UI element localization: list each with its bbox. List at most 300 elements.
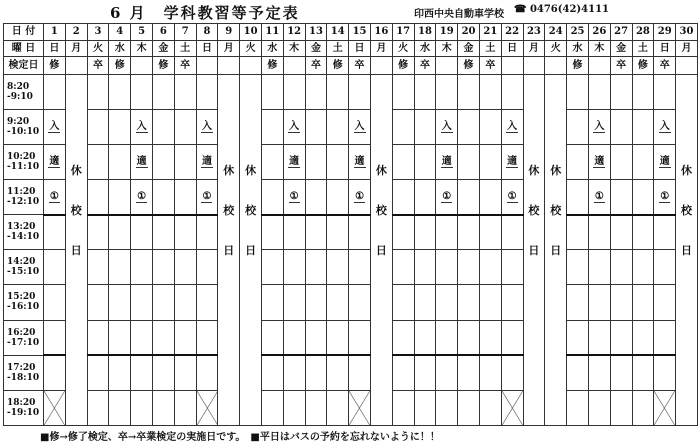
time-slot-row [4,285,698,320]
schedule-cell [196,355,218,390]
date-row-cell: 22 [501,24,523,41]
schedule-cell [305,320,327,355]
schedule-cell [327,109,349,144]
class-mark: 適 [594,155,605,167]
time-slot-row [4,390,698,425]
schedule-cell [349,285,371,320]
schedule-cell [261,215,283,250]
time-slot-end: -12:10 [7,197,40,208]
date-row-cell: 24 [545,24,567,41]
schedule-cell [501,355,523,390]
exam-row-cell [436,57,458,75]
schedule-cell [327,215,349,250]
schedule-cell [588,250,610,285]
schedule-cell [501,180,523,215]
time-slot-row [4,109,698,144]
schedule-cell [87,355,109,390]
schedule-cell [327,390,349,425]
schedule-cell [305,355,327,390]
schedule-cell [109,74,131,109]
closed-day-text: 休 [528,163,540,177]
weekday-row-cell: 金 [610,40,632,57]
schedule-cell [305,144,327,179]
date-row-cell: 20 [458,24,480,41]
cross-mark-icon [44,391,65,425]
date-row-cell: 26 [588,24,610,41]
schedule-cell [458,180,480,215]
schedule-cell [414,250,436,285]
time-slot-end: -16:10 [7,302,40,313]
schedule-cell [436,215,458,250]
weekday-row-cell: 木 [588,40,610,57]
schedule-cell [392,74,414,109]
date-row-cell: 25 [567,24,589,41]
schedule-cell [479,74,501,109]
closed-day-text: 日 [223,243,235,257]
time-slot-end: -10:10 [7,126,40,137]
schedule-cell [305,215,327,250]
class-mark: 入 [136,120,147,132]
exam-row-cell: 卒 [610,57,632,75]
schedule-cell [610,320,632,355]
schedule-cell [501,74,523,109]
schedule-cell [327,74,349,109]
date-row-cell: 29 [654,24,676,41]
schedule-cell [567,74,589,109]
date-row-cell: 21 [479,24,501,41]
schedule-cell [196,74,218,109]
schedule-cell [392,215,414,250]
schedule-cell [131,215,153,250]
schedule-cell [174,250,196,285]
time-slot-end: -15:10 [7,267,40,278]
schedule-cell [414,109,436,144]
class-mark: 適 [354,155,365,167]
time-slot-label [4,74,44,109]
closed-day-text: 校 [681,203,692,217]
class-mark: ① [594,190,604,202]
schedule-cell [610,215,632,250]
schedule-cell [131,285,153,320]
schedule-cell [349,320,371,355]
time-slot-label [4,215,44,250]
schedule-cell [588,74,610,109]
date-row-cell: 13 [305,24,327,41]
unavailable-cell [501,390,523,425]
closed-day-text: 休 [681,163,692,177]
schedule-cell [436,109,458,144]
schedule-cell [87,74,109,109]
schedule-cell [610,180,632,215]
schedule-cell [44,144,66,179]
schedule-cell [44,180,66,215]
class-mark: 適 [136,155,147,167]
schedule-cell [87,390,109,425]
weekday-row-cell: 木 [436,40,458,57]
schedule-cell [283,285,305,320]
closed-day-text: 休 [245,163,257,177]
date-row-cell: 1 [44,24,66,41]
date-row-cell: 2 [65,24,87,41]
schedule-cell [174,320,196,355]
schedule-cell [305,74,327,109]
schedule-cell [261,285,283,320]
schedule-cell [283,109,305,144]
schedule-cell [588,320,610,355]
date-row-cell: 7 [174,24,196,41]
schedule-cell [501,285,523,320]
date-row-cell: 3 [87,24,109,41]
schedule-cell [632,355,654,390]
schedule-cell [436,250,458,285]
schedule-cell [131,355,153,390]
class-mark: ① [355,190,365,202]
weekday-row-cell: 火 [240,40,262,57]
class-mark: 適 [289,155,300,167]
class-mark: 適 [507,155,518,167]
class-mark: 入 [201,120,212,132]
schedule-cell [109,180,131,215]
time-slot-start: 15:20 [7,292,36,303]
schedule-cell [654,144,676,179]
class-mark: ① [507,190,517,202]
schedule-cell [567,285,589,320]
schedule-cell [436,74,458,109]
time-slot-end: -17:10 [7,337,40,348]
schedule-cell [479,355,501,390]
schedule-cell [196,109,218,144]
schedule-cell [174,390,196,425]
schedule-cell [349,355,371,390]
schedule-cell [109,215,131,250]
schedule-cell [501,215,523,250]
schedule-cell [414,215,436,250]
exam-row-label: 検定日 [4,57,44,75]
schedule-cell [610,355,632,390]
weekday-row-cell: 月 [523,40,545,57]
closed-day-cell [676,74,698,425]
time-slot-start: 14:20 [7,257,36,268]
class-mark: 入 [289,120,300,132]
schedule-cell [261,320,283,355]
closed-day-text: 日 [550,243,562,257]
time-slot-start: 17:20 [7,362,36,373]
schedule-cell [654,285,676,320]
time-slot-start: 9:20 [7,116,30,127]
exam-row-cell [218,57,240,75]
exam-row-cell: 修 [44,57,66,75]
cross-mark-icon [349,391,370,425]
schedule-cell [414,285,436,320]
schedule-cell [654,215,676,250]
exam-row-cell: 卒 [414,57,436,75]
schedule-cell [283,250,305,285]
weekday-row-cell: 水 [261,40,283,57]
class-mark: 入 [441,120,452,132]
time-slot-start: 18:20 [7,397,36,408]
class-mark: 入 [507,120,518,132]
unavailable-cell [349,390,371,425]
schedule-cell [87,180,109,215]
schedule-cell [632,144,654,179]
weekday-row-cell: 日 [654,40,676,57]
schedule-cell [261,355,283,390]
exam-row-cell: 修 [632,57,654,75]
schedule-cell [283,215,305,250]
schedule-cell [458,320,480,355]
schedule-cell [305,390,327,425]
schedule-cell [174,355,196,390]
schedule-cell [87,144,109,179]
schedule-cell [610,144,632,179]
schedule-cell [261,390,283,425]
schedule-cell [327,144,349,179]
schedule-cell [44,109,66,144]
schedule-cell [392,109,414,144]
time-slot-label [4,390,44,425]
schedule-cell [109,144,131,179]
schedule-cell [610,109,632,144]
schedule-cell [654,355,676,390]
date-row-cell: 4 [109,24,131,41]
weekday-row-cell: 木 [131,40,153,57]
schedule-cell [458,285,480,320]
schedule-cell [414,144,436,179]
schedule-cell [458,109,480,144]
closed-day-text: 校 [375,203,387,217]
schedule-cell [436,285,458,320]
closed-day-text: 校 [245,203,257,217]
schedule-cell [349,109,371,144]
schedule-cell [436,144,458,179]
schedule-cell [152,355,174,390]
schedule-cell [283,180,305,215]
schedule-cell [131,250,153,285]
schedule-cell [174,180,196,215]
closed-day-text: 日 [681,243,692,257]
schedule-cell [610,250,632,285]
schedule-cell [414,390,436,425]
schedule-cell [87,320,109,355]
time-slot-end: -9:10 [7,91,33,102]
class-mark: 入 [49,120,60,132]
schedule-cell [610,74,632,109]
schedule-cell [109,109,131,144]
class-mark: 入 [354,120,365,132]
schedule-cell [131,74,153,109]
class-mark: ① [289,190,299,202]
schedule-cell [392,180,414,215]
schedule-cell [152,285,174,320]
exam-row [4,57,698,75]
schedule-cell [654,109,676,144]
exam-row-cell [501,57,523,75]
closed-day-text: 校 [223,203,235,217]
class-mark: 適 [49,155,60,167]
date-row-cell: 12 [283,24,305,41]
schedule-cell [632,320,654,355]
closed-day-cell [65,74,87,425]
weekday-row-cell: 金 [152,40,174,57]
schedule-cell [414,74,436,109]
exam-row-cell: 修 [458,57,480,75]
weekday-row-cell: 日 [44,40,66,57]
schedule-cell [632,109,654,144]
class-mark: ① [660,190,670,202]
date-row-cell: 10 [240,24,262,41]
schedule-cell [261,250,283,285]
weekday-row-cell: 月 [65,40,87,57]
weekday-row-cell: 土 [632,40,654,57]
schedule-cell [632,74,654,109]
schedule-cell [131,320,153,355]
time-slot-label [4,180,44,215]
schedule-cell [479,215,501,250]
exam-row-cell [196,57,218,75]
schedule-cell [261,74,283,109]
time-slot-end: -19:10 [7,407,40,418]
closed-day-cell [370,74,392,425]
closed-day-text: 校 [550,203,562,217]
schedule-cell [392,285,414,320]
time-slot-row [4,355,698,390]
class-mark: 入 [594,120,605,132]
weekday-row-cell: 月 [218,40,240,57]
date-row-label: 日 付 [4,24,44,41]
schedule-cell [305,250,327,285]
page-title: 6 月 学科教習等予定表 [110,4,300,22]
date-row-cell: 19 [436,24,458,41]
schedule-cell [44,215,66,250]
schedule-cell [152,144,174,179]
schedule-cell [349,250,371,285]
time-slot-row [4,320,698,355]
unavailable-cell [196,390,218,425]
schedule-cell [479,109,501,144]
closed-day-text: 休 [375,163,387,177]
schedule-cell [392,355,414,390]
time-slot-start: 10:20 [7,151,36,162]
class-mark: 入 [659,120,670,132]
weekday-row-cell: 月 [676,40,698,57]
schedule-cell [632,285,654,320]
date-row-cell: 6 [152,24,174,41]
schedule-cell [131,390,153,425]
schedule-cell [414,355,436,390]
schedule-cell [283,390,305,425]
schedule-cell [567,390,589,425]
schedule-cell [436,180,458,215]
schedule-cell [109,355,131,390]
schedule-cell [327,355,349,390]
weekday-row-cell: 水 [567,40,589,57]
closed-day-cell [240,74,262,425]
schedule-cell [501,144,523,179]
exam-row-cell: 修 [327,57,349,75]
time-slot-start: 8:20 [7,81,30,92]
schedule-cell [458,215,480,250]
schedule-cell [610,390,632,425]
schedule-table [3,23,698,426]
closed-day-cell [218,74,240,425]
schedule-cell [327,250,349,285]
closed-day-text: 日 [70,243,82,257]
schedule-cell [567,320,589,355]
schedule-cell [174,285,196,320]
schedule-cell [479,320,501,355]
schedule-cell [261,109,283,144]
weekday-row-cell: 火 [87,40,109,57]
schedule-cell [196,320,218,355]
schedule-cell [588,109,610,144]
schedule-cell [501,109,523,144]
schedule-cell [436,355,458,390]
schedule-cell [588,144,610,179]
schedule-cell [174,74,196,109]
schedule-cell [479,144,501,179]
schedule-cell [588,180,610,215]
schedule-cell [458,144,480,179]
closed-day-text: 校 [528,203,540,217]
weekday-row-cell: 水 [109,40,131,57]
weekday-row-cell: 水 [414,40,436,57]
schedule-cell [392,320,414,355]
schedule-cell [109,250,131,285]
schedule-cell [131,180,153,215]
schedule-cell [283,355,305,390]
schedule-cell [109,390,131,425]
cross-mark-icon [654,391,675,425]
weekday-row-cell: 木 [283,40,305,57]
schedule-cell [610,285,632,320]
schedule-cell [349,180,371,215]
class-mark: 適 [201,155,212,167]
schedule-cell [349,215,371,250]
closed-day-text: 休 [223,163,235,177]
date-row-cell: 15 [349,24,371,41]
schedule-cell [131,144,153,179]
exam-row-cell [676,57,698,75]
schedule-cell [632,215,654,250]
closed-day-cell [545,74,567,425]
closed-day-text: 休 [550,163,562,177]
schedule-cell [174,109,196,144]
schedule-cell [327,320,349,355]
schedule-cell [588,285,610,320]
schedule-cell [305,285,327,320]
time-slot-start: 16:20 [7,327,36,338]
weekday-row-cell: 日 [196,40,218,57]
weekday-row-cell: 火 [545,40,567,57]
schedule-cell [567,109,589,144]
schedule-cell [196,215,218,250]
closed-day-text: 日 [528,243,540,257]
phone-number: ☎ 0476(42)4111 [514,4,609,15]
schedule-cell [458,390,480,425]
cross-mark-icon [502,391,523,425]
schedule-cell [632,250,654,285]
schedule-cell [458,74,480,109]
exam-row-cell: 修 [567,57,589,75]
schedule-cell [152,390,174,425]
closed-day-text: 日 [375,243,387,257]
class-mark: ① [137,190,147,202]
exam-row-cell: 修 [152,57,174,75]
schedule-cell [567,355,589,390]
schedule-cell [131,109,153,144]
exam-row-cell [523,57,545,75]
schedule-cell [392,250,414,285]
